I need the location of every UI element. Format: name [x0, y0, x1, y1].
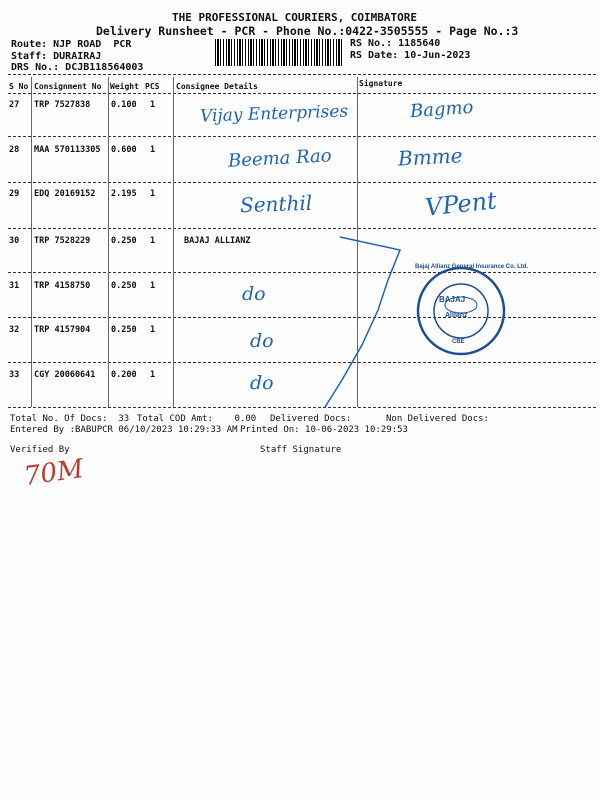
table-top-rule [8, 74, 596, 75]
verifier-initials: 70M [22, 453, 86, 493]
handwritten-signature: Bmme [397, 143, 464, 171]
row-consignment-no: TRP 7528229 [34, 236, 91, 246]
company-title: THE PROFESSIONAL COURIERS, COIMBATORE [172, 11, 418, 24]
row-consignment-no: EDQ 20169152 [34, 189, 96, 199]
row-pcs: 1 [150, 236, 156, 246]
handwritten-consignee: Beema Rao [227, 145, 333, 172]
row-consignee-printed: BAJAJ ALLIANZ [184, 236, 251, 246]
row-pcs: 1 [150, 145, 156, 155]
row-consignment-no: CGY 20060641 [34, 370, 96, 380]
staff-label: Staff: DURAIRAJ [11, 51, 102, 62]
bracket-stroke [290, 225, 420, 415]
row-pcs: 1 [150, 100, 156, 110]
stamp-center-bottom: Allianz [445, 312, 468, 319]
verified-by-label: Verified By [10, 445, 70, 455]
table-header-rule [8, 93, 596, 94]
handwritten-consignee: do [250, 330, 274, 352]
col-header-weight: Weight [110, 82, 139, 91]
row-consignment-no: MAA 570113305 [34, 145, 101, 155]
route-label: Route: NJP ROAD PCR [11, 39, 132, 50]
row-separator [8, 182, 596, 183]
column-divider [108, 77, 109, 407]
rs-number: RS No.: 1185640 [350, 38, 441, 49]
col-header-consignee: Consignee Details [176, 82, 258, 91]
stamp-outer-text: Bajaj Allianz General Insurance Co. Ltd. [415, 264, 529, 270]
stamp-center-top: BAJAJ [439, 295, 466, 304]
row-sno: 33 [9, 370, 20, 380]
total-cod: Total COD Amt: 0.00 [137, 414, 257, 424]
handwritten-consignee: Senthil [239, 190, 313, 218]
row-weight: 0.250 [111, 325, 137, 335]
row-weight: 2.195 [111, 189, 137, 199]
barcode-image [215, 39, 342, 66]
column-divider [173, 77, 174, 407]
row-weight: 0.250 [111, 281, 137, 291]
row-weight: 0.250 [111, 236, 137, 246]
col-header-pcs: PCS [145, 82, 160, 91]
printed-on: Printed On: 10-06-2023 10:29:53 [240, 425, 408, 435]
row-weight: 0.200 [111, 370, 137, 380]
company-stamp [415, 264, 529, 357]
drs-label: DRS No.: DCJB118564003 [11, 62, 144, 73]
column-divider [31, 77, 32, 407]
row-sno: 31 [9, 281, 20, 291]
stamp-city: CBE [452, 339, 465, 345]
staff-signature-label: Staff Signature [260, 445, 342, 455]
row-sno: 32 [9, 325, 20, 335]
row-separator [8, 136, 596, 137]
row-consignment-no: TRP 4158750 [34, 281, 91, 291]
handwritten-signature: Bagmo [409, 96, 475, 123]
total-docs: Total No. Of Docs: 33 [10, 414, 130, 424]
runsheet-subtitle: Delivery Runsheet - PCR - Phone No.:0422-3505555 - Page No.:3 [96, 24, 519, 38]
col-header-sno: S No [9, 82, 29, 91]
delivered-docs: Delivered Docs: [270, 414, 352, 424]
handwritten-consignee: do [242, 283, 266, 305]
row-pcs: 1 [150, 370, 156, 380]
row-sno: 27 [9, 100, 20, 110]
col-header-consignment: Consignment No [34, 82, 102, 91]
handwritten-consignee: do [250, 372, 274, 394]
row-pcs: 1 [150, 325, 156, 335]
row-weight: 0.600 [111, 145, 137, 155]
rs-date: RS Date: 10-Jun-2023 [350, 50, 471, 61]
entered-by: Entered By :BABUPCR 06/10/2023 10:29:33 AM [10, 425, 238, 435]
row-consignment-no: TRP 4157904 [34, 325, 91, 335]
row-pcs: 1 [150, 281, 156, 291]
row-sno: 28 [9, 145, 20, 155]
row-sno: 30 [9, 236, 20, 246]
row-pcs: 1 [150, 189, 156, 199]
non-delivered-docs: Non Delivered Docs: [386, 414, 489, 424]
handwritten-signature: VPent [423, 186, 498, 222]
col-header-signature: Signature [359, 79, 403, 88]
handwritten-consignee: Vijay Enterprises [199, 101, 349, 127]
row-consignment-no: TRP 7527838 [34, 100, 91, 110]
row-weight: 0.100 [111, 100, 137, 110]
row-sno: 29 [9, 189, 20, 199]
